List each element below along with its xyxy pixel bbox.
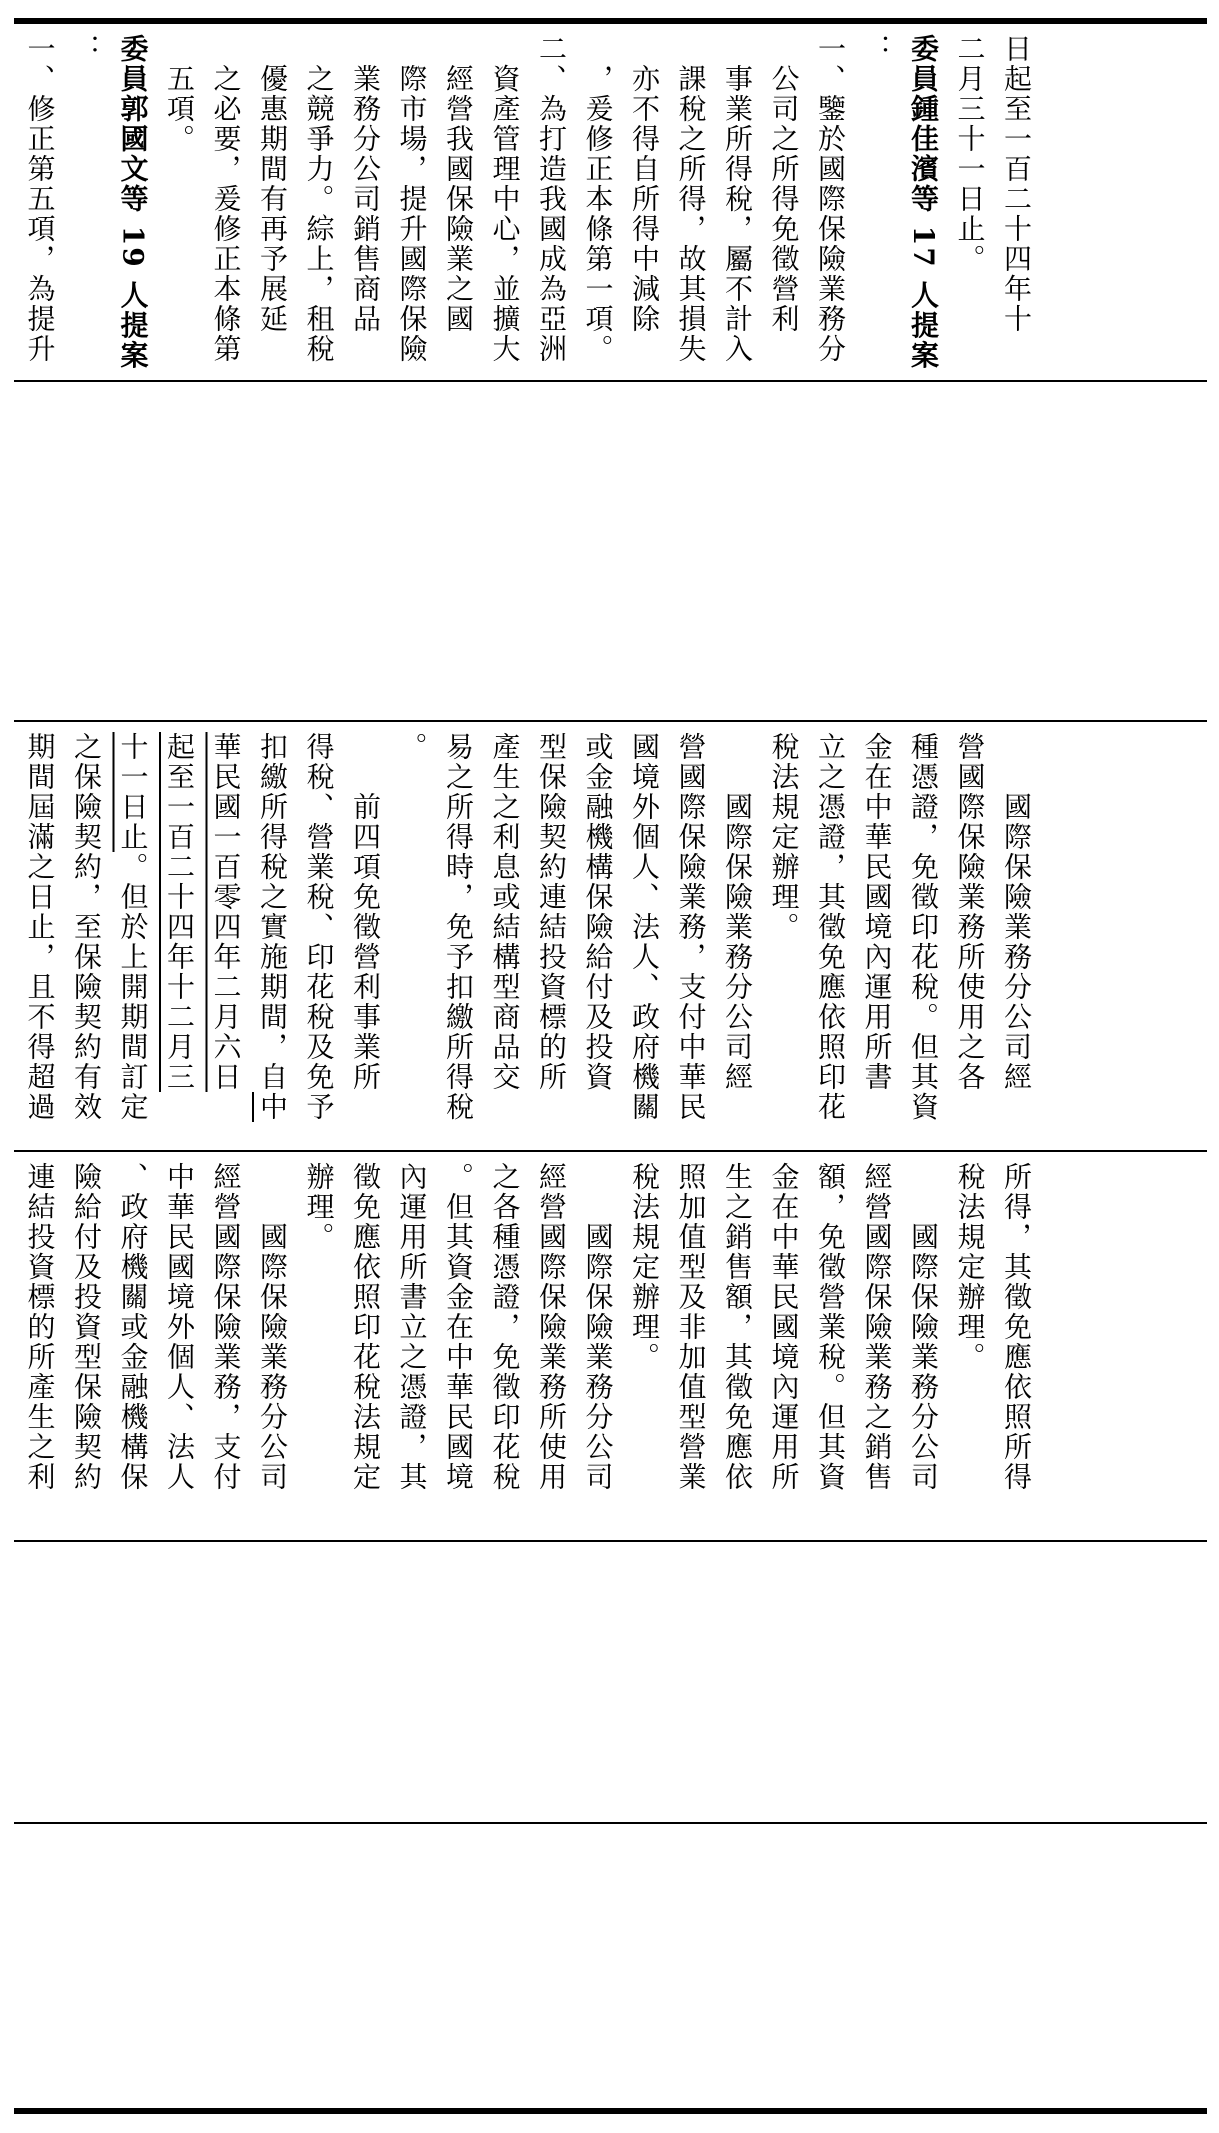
row-explanation	[0, 24, 1193, 379]
text-line	[249, 732, 296, 1122]
text-line: 內運用所書立之憑證，其	[395, 1162, 429, 1492]
text-line: 或金融機構保險給付及投資	[581, 732, 615, 1092]
text-line: 國際保險業務分公司經	[721, 732, 754, 1092]
text-line: 立之憑證，其徵免應依照印花	[814, 732, 847, 1122]
text-line: 國際保險業務分公司	[581, 1162, 615, 1492]
text-line: ：	[70, 34, 103, 64]
text-line: 、政府機關或金融機構保	[116, 1162, 150, 1492]
text-line: 五項。	[163, 34, 196, 154]
proposed-article-text	[16, 1162, 1039, 1492]
text-line: 起至一百二十四年十二月三	[163, 732, 196, 1092]
text-line: 之競爭力。綜上，租稅	[302, 34, 336, 364]
text-line: 日起至一百二十四年十	[1000, 34, 1033, 334]
text-line: 險給付及投資型保險契約	[70, 1162, 103, 1492]
text-line: ，爰修正本條第一項。	[581, 34, 615, 364]
row-blank	[0, 1824, 1193, 2106]
text-line: 際市場，提升國際保險	[395, 34, 429, 364]
text-line: 國際保險業務分公司	[256, 1162, 289, 1492]
text-line: 委員鍾佳濱等 17 人提案	[907, 34, 940, 371]
text-line: ：	[860, 34, 894, 64]
text-line: 之必要，爰修正本條第	[209, 34, 243, 364]
text-line: 。	[395, 732, 429, 762]
text-line: 種憑證，免徵印花稅。但其資	[907, 732, 940, 1122]
current-law-text	[16, 732, 1039, 1122]
text-line: 期間屆滿之日止，且不得超過	[23, 732, 57, 1122]
text-line: 營國際保險業務所使用之各	[953, 732, 987, 1092]
text-line: 國境外個人、法人、政府機關	[628, 732, 661, 1122]
underlined-amendment: 十一日止	[116, 732, 150, 852]
text-line: 照加值型及非加值型營業	[674, 1162, 708, 1492]
text-line: 所得，其徵免應依照所得	[1000, 1162, 1033, 1492]
text-line: 經營國際保險業務所使用	[535, 1162, 568, 1492]
text-line: 業務分公司銷售商品	[349, 34, 382, 334]
text-line: 課稅之所得，故其損失	[674, 34, 708, 364]
text-line: 之各種憑證，免徵印花稅	[488, 1162, 522, 1492]
text-line: 優惠期間有再予展延	[256, 34, 289, 334]
text-line: 中華民國境外個人、法人	[163, 1162, 196, 1492]
text-line: 二月三十一日止。	[953, 34, 987, 274]
text-line: 金在中華民國境內運用所書	[860, 732, 894, 1092]
text-line: 經營國際保險業務，支付	[209, 1162, 243, 1492]
text-line: 事業所得稅，屬不計入	[721, 34, 754, 364]
text-line: 營國際保險業務，支付中華民	[674, 732, 708, 1122]
row-blank	[0, 1542, 1193, 1820]
underlined-amendment: 中	[256, 1092, 289, 1122]
text-line: 前四項免徵營利事業所	[349, 732, 382, 1092]
text-line: 易之所得時，免予扣繳所得稅	[442, 732, 475, 1122]
text-fragment: 扣繳所得稅之實施期間，自	[256, 732, 289, 1092]
text-line	[109, 732, 156, 1122]
text-fragment: 。但於上開期間訂定	[116, 852, 150, 1122]
row-blank	[0, 382, 1193, 718]
row-current-law	[0, 722, 1193, 1149]
text-line: 亦不得自所得中減除	[628, 34, 661, 334]
text-line: 金在中華民國境內運用所	[767, 1162, 801, 1492]
text-line: 產生之利息或結構型商品交	[488, 732, 522, 1092]
text-line: 。但其資金在中華民國境	[442, 1162, 475, 1492]
text-line: 辦理。	[302, 1162, 336, 1252]
text-line: 資產管理中心，並擴大	[488, 34, 522, 364]
text-line: 華民國一百零四年二月六日	[209, 732, 243, 1092]
row-proposed-article	[0, 1152, 1193, 1539]
text-line: 經營我國保險業之國	[442, 34, 475, 334]
text-line: 一、鑒於國際保險業務分	[814, 34, 847, 364]
text-line: 公司之所得免徵營利	[767, 34, 801, 334]
text-line: 得稅、營業稅、印花稅及免予	[302, 732, 336, 1122]
text-line: 型保險契約連結投資標的所	[535, 732, 568, 1092]
text-line: 一、修正第五項，為提升	[23, 34, 57, 364]
text-line: 連結投資標的所產生之利	[23, 1162, 57, 1492]
explanation-text	[16, 34, 1039, 370]
text-line: 稅法規定辦理。	[953, 1162, 987, 1372]
text-line: 稅法規定辦理。	[628, 1162, 661, 1372]
text-line: 委員郭國文等 19 人提案	[116, 34, 150, 371]
text-line: 經營國際保險業務之銷售	[860, 1162, 894, 1492]
text-line: 國際保險業務分公司	[907, 1162, 940, 1492]
text-line: 國際保險業務分公司經	[1000, 732, 1033, 1092]
text-line: 稅法規定辦理。	[767, 732, 801, 942]
text-line: 徵免應依照印花稅法規定	[349, 1162, 382, 1492]
text-line: 額，免徵營業稅。但其資	[814, 1162, 847, 1492]
bottom-rule	[14, 2108, 1207, 2114]
text-line: 生之銷售額，其徵免應依	[721, 1162, 754, 1492]
text-line: 二、為打造我國成為亞洲	[535, 34, 568, 364]
text-line: 之保險契約，至保險契約有效	[70, 732, 103, 1122]
